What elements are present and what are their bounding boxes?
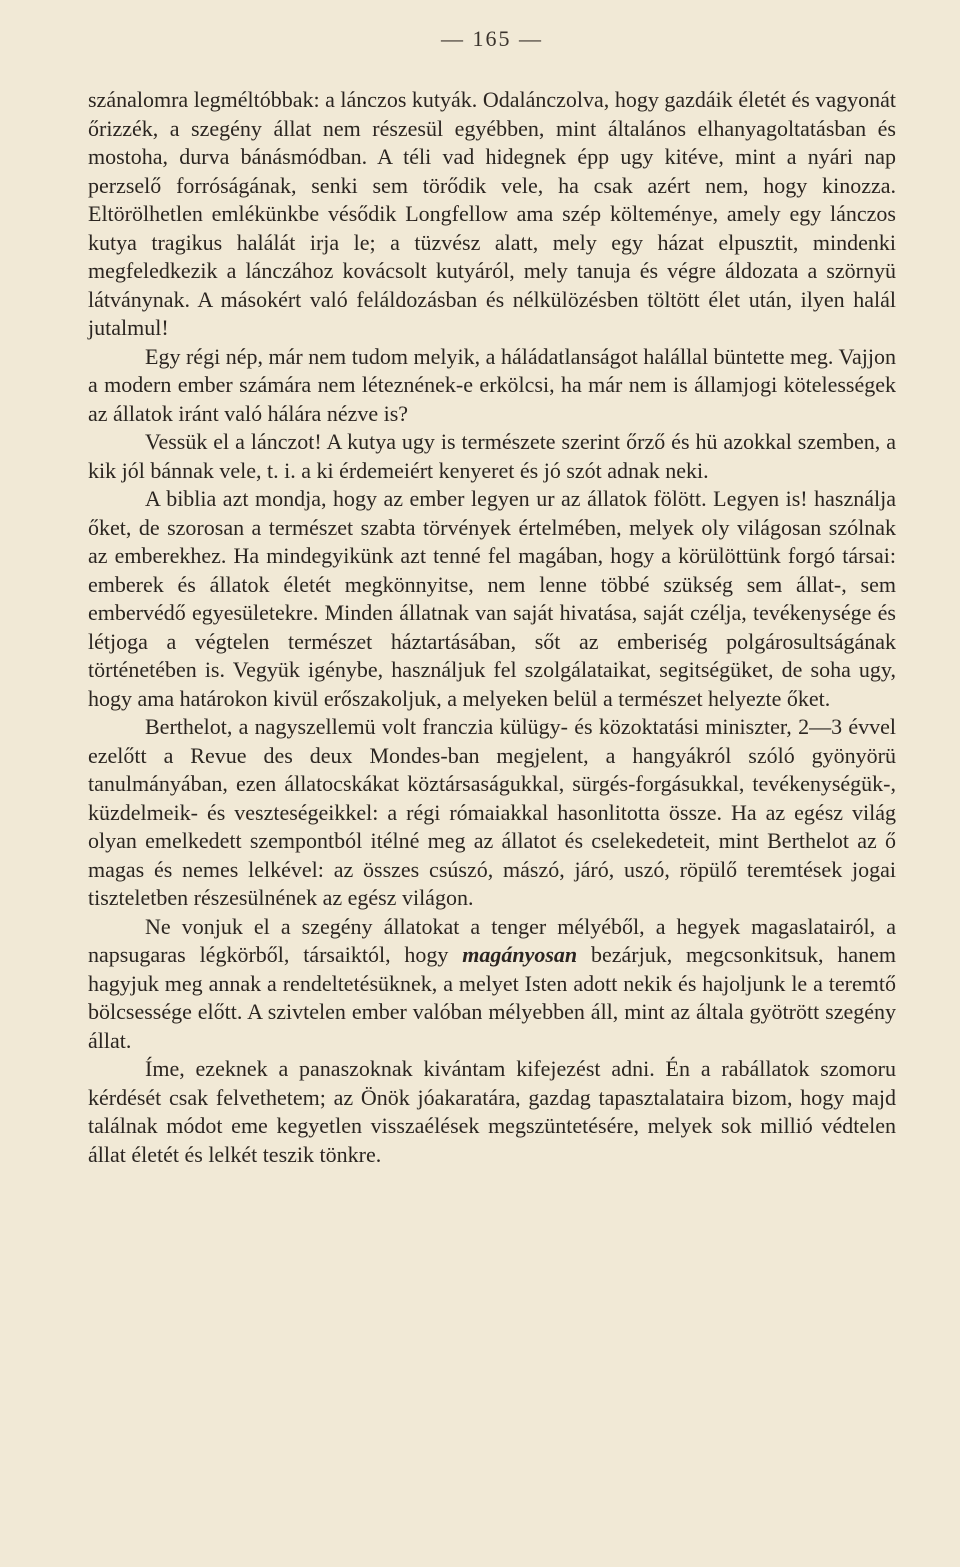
paragraph-4: A biblia azt mondja, hogy az ember legyen ur az állatok fölött. Legyen is! használja őket, de szorosan a természet szabta törvények értelmében, melyek oly világosan szólnak az emberekhez. Ha mindegyikünk azt tenné fel magában, hogy a körülöttünk forgó társai: emberek és állatok életét megkönnyitse, nem lenne többé szükség sem állat-, sem embervédő egyesületekre. Minden állatnak van saját hivatása, saját czélja, tevékenysége és létjoga a végtelen természet háztartásában, sőt az emberiség polgárosultságának történetében is. Vegyük igénybe, használjuk fel szolgálataikat, segitségüket, de soha ugy, hogy ama határokon kivül erőszakoljuk, a melyeken belül a természet helyezte őket.	[88, 486, 896, 711]
paragraph-6-text-after: bezárjuk, megcsonkitsuk, hanem hagyjuk meg annak a rendeltetésüknek, a melyet Isten adott nekik és hajoljunk le a teremtő bölcsessége előtt. A szivtelen ember valóban mélyebben áll, mint az általa gyötrött szegény állat.	[88, 942, 896, 1053]
paragraph-1: szánalomra legméltóbbak: a lánczos kutyák. Odalánczolva, hogy gazdáik életét és vagyonát őrizzék, a szegény állat nem részesül egyébben, mint általános elhanyagoltatásban és mostoha, durva bánásmódban. A téli vad hidegnek épp ugy kitéve, mint a nyári nap perzselő forróságának, senki sem törődik vele, ha csak azért nem, hogy kinozza. Eltörölhetlen emlékünkbe vésődik Longfellow ama szép költeménye, amely egy lánczos kutya tragikus halálát irja le; a tüzvész alatt, mely egy házat elpusztit, mindenki megfeledkezik a lánczához kovácsolt kutyáról, mely tanuja és végre áldozata a szörnyü látványnak. A másokért való feláldozásban és nélkülözésben töltött élet után, ilyen halál jutalmul!	[88, 87, 896, 340]
emphasized-word: magányosan	[462, 942, 578, 967]
paragraph-7: Íme, ezeknek a panaszoknak kivántam kifejezést adni. Én a rabállatok szomoru kérdését csak felvethetem; az Önök jóakaratára, gazdag tapasztalataira bizom, hogy majd találnak módot eme kegyetlen visszaélések megszüntetésére, melyek sok millió védtelen állat életét és lelkét teszik tönkre.	[88, 1056, 896, 1167]
body-text	[88, 86, 896, 1169]
paragraph-6	[88, 913, 896, 1056]
paragraph-6-text-before: Ne vonjuk el a szegény állatokat a tenger mélyéből, a hegyek magaslatairól, a napsugaras légkörből, társaiktól, hogy	[88, 913, 896, 967]
paragraph-3: Vessük el a lánczot! A kutya ugy is természete szerint őrző és hü azokkal szemben, a kik jól bánnak vele, t. i. a ki érdemeiért kenyeret és jó szót adnak neki.	[88, 429, 896, 483]
page-number: — 165 —	[441, 26, 543, 51]
paragraph-2: Egy régi nép, már nem tudom melyik, a háládatlanságot halállal büntette meg. Vajjon a modern ember számára nem léteznének-e erkölcsi, ha már nem is államjogi kötelességek az állatok iránt való hálára nézve is?	[88, 343, 896, 426]
paragraph-5: Berthelot, a nagyszellemü volt franczia külügy- és közoktatási miniszter, 2—3 évvel ezelőtt a Revue des deux Mondes-ban megjelent, a hangyákról szóló gyönyörü tanulmányában, ezen állatocskákat köztársaságukkal, sürgés-forgásukkal, tevékenységük-, küzdelmeik- és veszteségeikkel: a régi rómaiakkal hasonlitotta össze. Ha az egész világ olyan emelkedett szempontból itélné meg az állatot és cselekedeteit, mint Berthelot az ő magas és nemes lelkével: az összes csúszó, mászó, járó, uszó, röpülő teremtések jogai tiszteletben részesülnének az egész világon.	[88, 714, 896, 910]
